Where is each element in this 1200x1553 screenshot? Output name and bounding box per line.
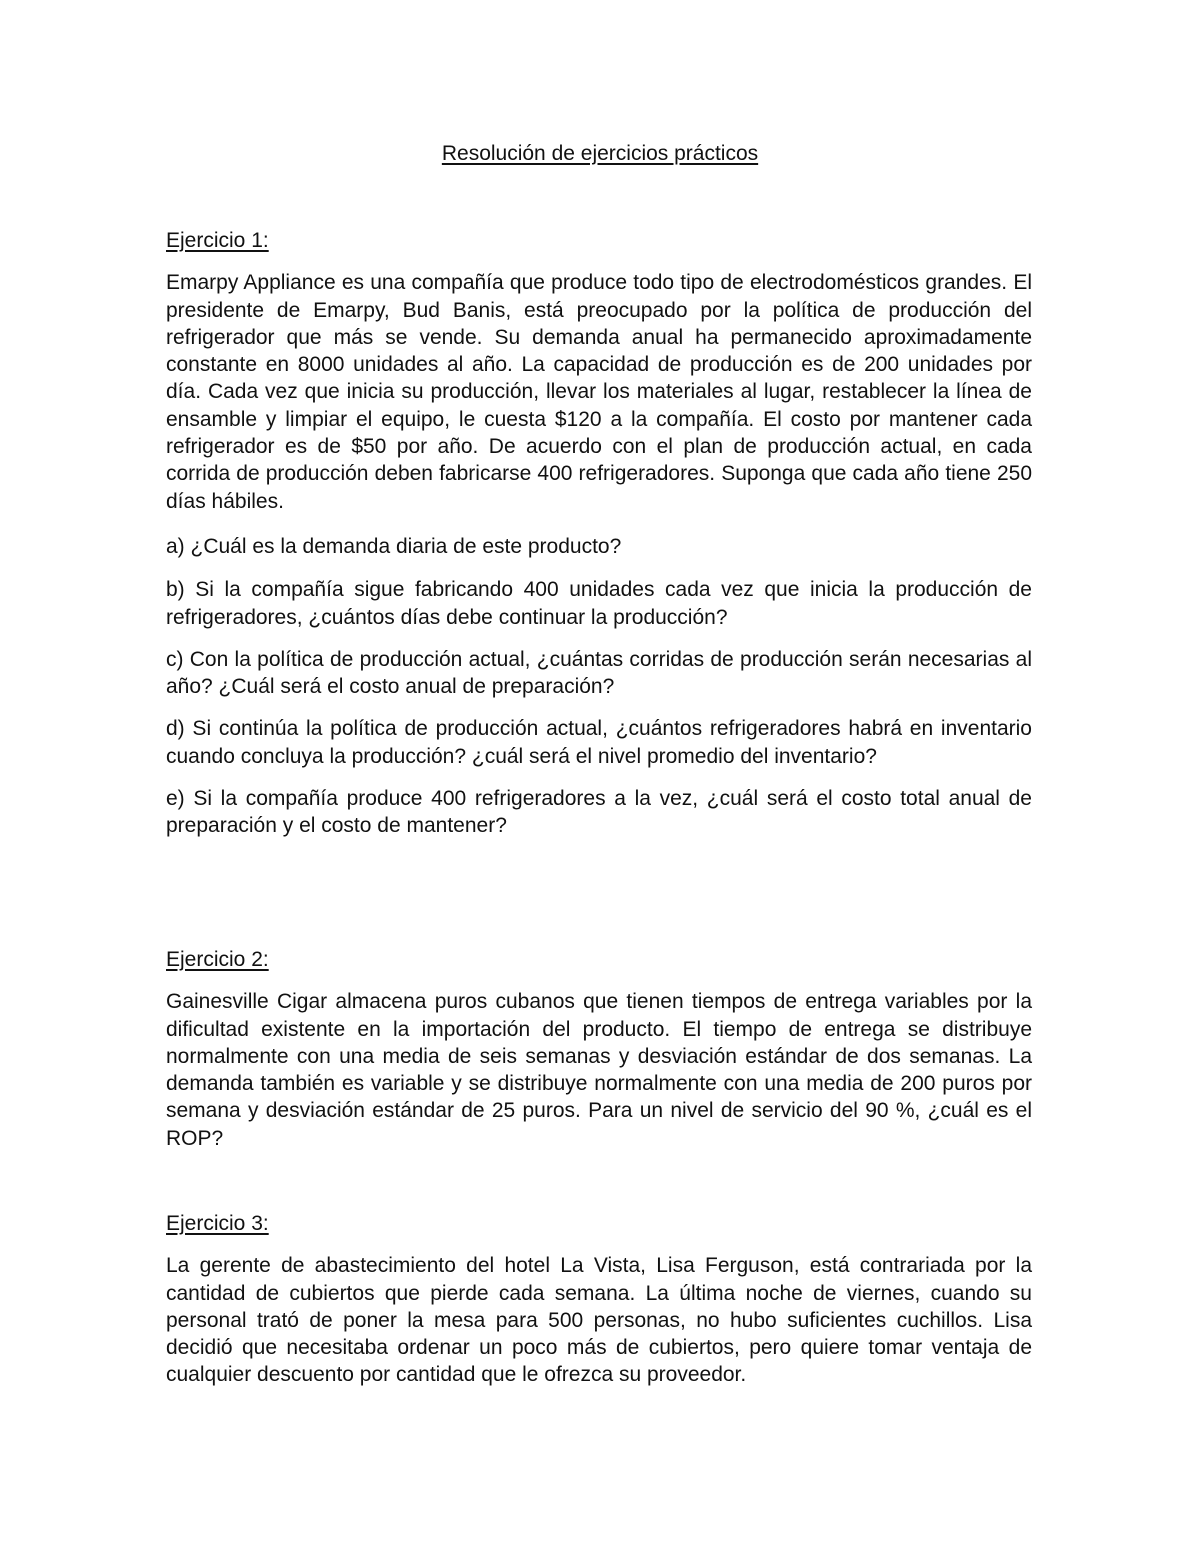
page-title: Resolución de ejercicios prácticos <box>441 142 759 165</box>
exercise-1-body: Emarpy Appliance es una compañía que produce todo tipo de electrodomésticos grandes. El presidente de Emarpy, Bud Banis, está preocupado por la política de producción del refrigerador que más se vende. Su demanda anual ha permanecido aproximadamente constante en 8000 unidades al año. La capacidad de producción es de 200 unidades por día. Cada vez que inicia su producción, llevar los materiales al lugar, restablecer la línea de ensamble y limpiar el equipo, le cuesta $120 a la compañía. El costo por mantener cada refrigerador es de $50 por año. De acuerdo con el plan de producción actual, en cada corrida de producción deben fabricarse 400 refrigeradores. Suponga que cada año tiene 250 días hábiles. <box>166 271 1032 513</box>
exercise-2 <box>166 946 1032 1152</box>
exercise-1-question-b: b) Si la compañía sigue fabricando 400 unidades cada vez que inicia la producción de refrigeradores, ¿cuántos días debe continuar la producción? <box>166 578 1032 629</box>
exercise-1-heading: Ejercicio 1: <box>166 229 269 252</box>
exercise-1 <box>166 227 1032 840</box>
exercise-2-body: Gainesville Cigar almacena puros cubanos que tienen tiempos de entrega variables por la dificultad existente en la importación del producto. El tiempo de entrega se distribuye normalmente con una media de seis semanas y desviación estándar de dos semanas. La demanda también es variable y se distribuye normalmente con una media de 200 puros por semana y desviación estándar de 25 puros. Para un nivel de servicio del 90 %, ¿cuál es el ROP? <box>166 990 1032 1150</box>
exercise-1-question-c: c) Con la política de producción actual, ¿cuántas corridas de producción serán necesarias al año? ¿Cuál será el costo anual de preparación? <box>166 647 1032 699</box>
exercise-1-question-d: d) Si continúa la política de producción actual, ¿cuántos refrigeradores habrá en inventario cuando concluya la producción? ¿cuál será el nivel promedio del inventario? <box>166 717 1032 768</box>
exercise-3 <box>166 1210 1032 1389</box>
exercise-2-heading: Ejercicio 2: <box>166 948 269 971</box>
exercise-1-question-a: a) ¿Cuál es la demanda diaria de este producto? <box>166 534 622 558</box>
exercise-3-body: La gerente de abastecimiento del hotel La Vista, Lisa Ferguson, está contrariada por la cantidad de cubiertos que pierde cada semana. La última noche de viernes, cuando su personal trató de poner la mesa para 500 personas, no hubo suficientes cuchillos. Lisa decidió que necesitaba ordenar un poco más de cubiertos, pero quiere tomar ventaja de cualquier descuento por cantidad que le ofrezca su proveedor. <box>166 1254 1032 1387</box>
exercise-1-question-e: e) Si la compañía produce 400 refrigeradores a la vez, ¿cuál será el costo total anual de preparación y el costo de mantener? <box>166 787 1032 838</box>
exercise-3-heading: Ejercicio 3: <box>166 1212 269 1235</box>
